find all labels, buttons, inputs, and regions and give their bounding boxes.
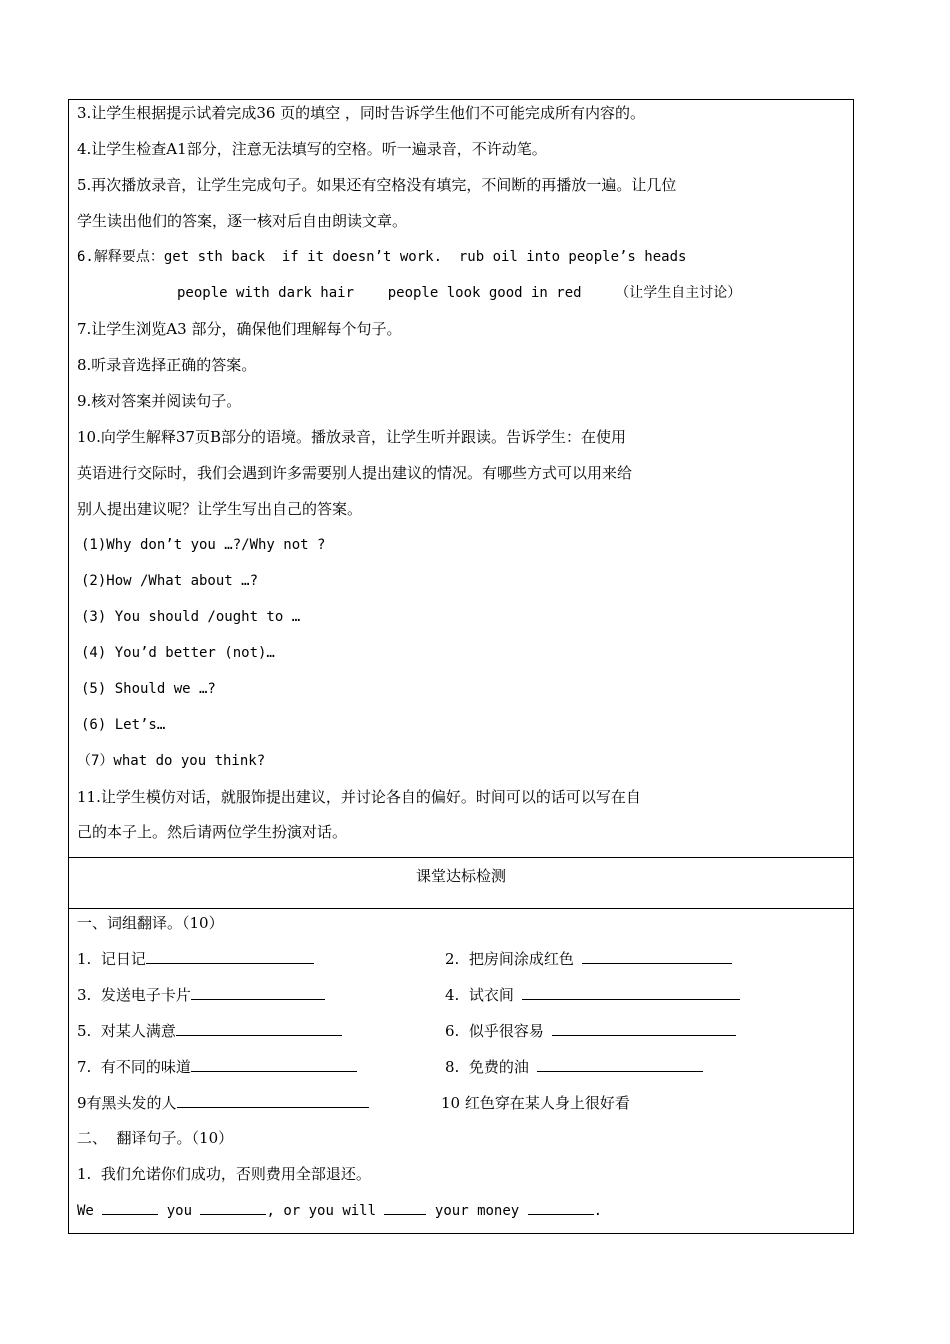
phrase-7: （7）what do you think? bbox=[77, 753, 266, 769]
phrase-4: (4) You’d better (not)… bbox=[81, 645, 275, 661]
answer-blank[interactable] bbox=[176, 1021, 342, 1036]
exercise-item: 8. 免费的油 bbox=[445, 1057, 703, 1077]
step-7: 7.让学生浏览A3 部分，确保他们理解每个句子。 bbox=[77, 320, 402, 338]
step-11-line1: 11.让学生模仿对话，就服饰提出建议，并讨论各自的偏好。时间可以的话可以写在自 bbox=[77, 788, 641, 806]
answer-blank[interactable] bbox=[552, 1021, 736, 1036]
exercise-item: 7. 有不同的味道 bbox=[77, 1057, 357, 1077]
row-divider bbox=[69, 857, 853, 858]
exercise-item: 6. 似乎很容易 bbox=[445, 1021, 736, 1041]
step-10-line1: 10.向学生解释37页B部分的语境。播放录音，让学生听并跟读。告诉学生：在使用 bbox=[77, 428, 626, 446]
answer-blank[interactable] bbox=[384, 1200, 426, 1215]
step-10-line2: 英语进行交际时，我们会遇到许多需要别人提出建议的情况。有哪些方式可以用来给 bbox=[77, 464, 633, 482]
step-9: 9.核对答案并阅读句子。 bbox=[77, 392, 242, 410]
answer-blank[interactable] bbox=[200, 1200, 266, 1215]
answer-blank[interactable] bbox=[191, 985, 325, 1000]
exercise-item: 9有黑头发的人 bbox=[77, 1093, 369, 1113]
sentence-1-answer: We you , or you will your money . bbox=[77, 1200, 602, 1221]
answer-blank[interactable] bbox=[146, 949, 314, 964]
exercise-item: 3. 发送电子卡片 bbox=[77, 985, 325, 1005]
phrase-6: (6) Let’s… bbox=[81, 717, 166, 733]
answer-blank[interactable] bbox=[522, 985, 740, 1000]
answer-blank[interactable] bbox=[528, 1200, 594, 1215]
phrase-1: (1)Why don’t you …?/Why not ? bbox=[81, 537, 326, 553]
answer-blank[interactable] bbox=[102, 1200, 158, 1215]
step-11-line2: 己的本子上。然后请两位学生扮演对话。 bbox=[77, 823, 348, 841]
step-4: 4.让学生检查A1部分，注意无法填写的空格。听一遍录音，不许动笔。 bbox=[77, 140, 547, 158]
exercise-item: 2. 把房间涂成红色 bbox=[445, 949, 732, 969]
exercise-item: 1. 记日记 bbox=[77, 949, 314, 969]
step-3: 3.让学生根据提示试着完成36 页的填空 ，同时告诉学生他们不可能完成所有内容的。 bbox=[77, 104, 645, 122]
step-6-line2: people with dark hair people look good in red （让学生自主讨论） bbox=[177, 285, 742, 301]
phrase-2: (2)How /What about …? bbox=[81, 573, 259, 589]
step-5-line1: 5.再次播放录音，让学生完成句子。如果还有空格没有填完，不间断的再播放一遍。让几位 bbox=[77, 176, 677, 194]
answer-blank[interactable] bbox=[191, 1057, 357, 1072]
step-10-line3: 别人提出建议呢？让学生写出自己的答案。 bbox=[77, 500, 363, 518]
exercise-item: 5. 对某人满意 bbox=[77, 1021, 342, 1041]
exercise-item: 4. 试衣间 bbox=[445, 985, 740, 1005]
exercise-item: 10 红色穿在某人身上很好看 bbox=[441, 1094, 630, 1112]
answer-blank[interactable] bbox=[537, 1057, 703, 1072]
section-title: 课堂达标检测 bbox=[415, 867, 506, 885]
step-8: 8.听录音选择正确的答案。 bbox=[77, 356, 257, 374]
row-divider bbox=[69, 908, 853, 909]
part1-heading: 一、词组翻译。（10） bbox=[77, 914, 224, 932]
answer-blank[interactable] bbox=[177, 1093, 369, 1108]
part2-heading: 二、 翻译句子。（10） bbox=[77, 1129, 234, 1147]
sentence-1: 1. 我们允诺你们成功，否则费用全部退还。 bbox=[77, 1165, 371, 1183]
step-6-line1: 6.解释要点：get sth back if it doesn’t work. rub oil into people’s heads bbox=[77, 249, 687, 265]
phrase-3: (3) You should /ought to … bbox=[81, 609, 301, 625]
answer-blank[interactable] bbox=[582, 949, 732, 964]
step-5-line2: 学生读出他们的答案，逐一核对后自由朗读文章。 bbox=[77, 212, 408, 230]
lesson-table bbox=[68, 99, 854, 1234]
phrase-5: (5) Should we …? bbox=[81, 681, 216, 697]
